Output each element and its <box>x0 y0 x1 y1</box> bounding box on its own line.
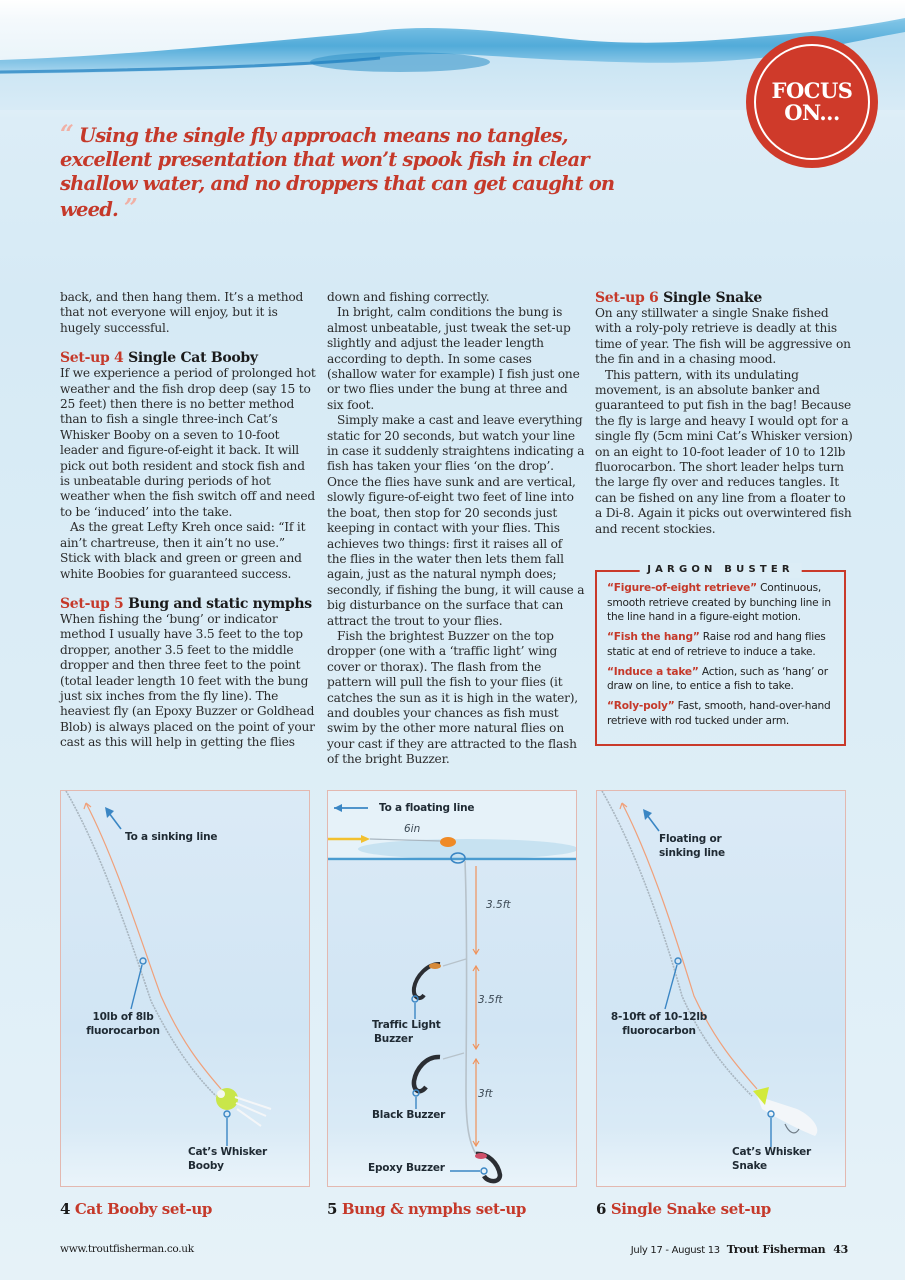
leader-label <box>609 1011 709 1038</box>
jargon-buster-box <box>595 564 846 746</box>
footer-folio <box>631 1243 848 1256</box>
diagram-cat-booby <box>60 790 310 1187</box>
setup-5-label: Set-up 5 <box>60 595 124 612</box>
paragraph: back, and then hang them. It’s a method that not everyone will enjoy, but it is hugely successful. <box>60 290 304 335</box>
setup-6-heading <box>595 290 853 306</box>
setup-6-title: Single Snake <box>663 290 762 306</box>
paragraph: This pattern, with its undulating movement, is an absolute banker and guaranteed to put fish in the bag! Because the fly is large and heavy I would opt for a single fly (5cm mini Cat’s Whisker version) on an eight to 10-foot leader of 10 to 12lb fluorocarbon. The short leader helps turn the large fly over and reduces tangles. It can be fished on any line from a floater to a Di-8. Again it picks out overwintered fish and recent stockies. <box>595 367 853 536</box>
setup-4-label: Set-up 4 <box>60 350 124 367</box>
jargon-definition: Continuous, smooth retrieve created by bunching line in the line hand in a figure-eight motion. <box>607 582 831 624</box>
jargon-definition: Action, such as ‘hang’ or draw on line, to entice a fish to take. <box>607 665 828 693</box>
jargon-entry <box>607 665 834 694</box>
bung-distance-label: 6in <box>404 823 421 835</box>
jargon-entry <box>607 581 834 625</box>
segment-3-length: 3ft <box>478 1088 493 1100</box>
line-label-line-1: Floating or <box>659 833 722 845</box>
badge-line-2: ON... <box>784 100 840 125</box>
black-buzzer-label: Black Buzzer <box>372 1109 446 1121</box>
paragraph: In bright, calm conditions the bung is almost unbeatable, just tweak the set-up slightly and adjust the leader length according to depth. In some cases (shallow water for example) I fish just one or two flies under the bung at three and six foot. <box>327 305 580 412</box>
close-quote-mark: ” <box>124 193 138 222</box>
caption-text: Single Snake set-up <box>610 1200 771 1218</box>
badge-line-1: FOCUS <box>771 78 853 103</box>
article-column-2 <box>327 290 585 768</box>
paragraph: down and fishing correctly. <box>327 290 490 304</box>
fly-label-line-2: Booby <box>188 1159 224 1172</box>
caption-single-snake <box>596 1200 771 1218</box>
article-column-1 <box>60 290 318 751</box>
focus-on-badge <box>749 39 875 165</box>
pull-quote <box>60 119 630 222</box>
jargon-term: “Fish the hang” <box>607 631 700 644</box>
leader-label-line-1: 8-10ft of 10-12lb <box>610 1011 708 1023</box>
caption-bung-nymphs <box>327 1200 526 1218</box>
footer-website-url: www.troutfisherman.co.uk <box>60 1243 194 1255</box>
caption-text: Cat Booby set-up <box>74 1200 212 1218</box>
article-column-3 <box>595 290 853 537</box>
caption-number: 4 <box>60 1200 71 1218</box>
fly1-label-line-1: Traffic Light <box>372 1019 441 1031</box>
leader-label-line-2: fluorocarbon <box>622 1024 696 1037</box>
fly-label-line-2: Snake <box>732 1159 767 1172</box>
caption-number: 6 <box>596 1200 607 1218</box>
magazine-name: Trout Fisherman <box>726 1243 826 1256</box>
setup-5-heading <box>60 596 318 612</box>
page-number: 43 <box>833 1243 848 1256</box>
caption-text: Bung & nymphs set-up <box>341 1200 526 1218</box>
segment-2-length: 3.5ft <box>478 994 503 1006</box>
leader-label <box>83 1011 163 1038</box>
jargon-buster-title: JARGON BUSTER <box>639 563 802 578</box>
jargon-definition: Fast, smooth, hand-over-hand retrieve with rod tucked under arm. <box>607 699 831 727</box>
paragraph: Simply make a cast and leave everything static for 20 seconds, but watch your line in case it suddenly straightens indicating a fish has taken your flies ‘on the drop’. Once the flies have sunk and are vertical, slowly figure-of-eight two feet of line into the boat, then stop for 20 seconds just keeping in contact with your flies. This achieves two things: first it raises all of the flies in the water then lets them fall again, just as the natural nymph does; secondly, if fishing the bung, it will cause a big disturbance on the surface that can attract the trout to your flies. <box>327 413 585 628</box>
line-type-label <box>659 833 725 860</box>
diagram-bung-nymphs <box>327 790 577 1187</box>
line-label-line-2: sinking line <box>659 846 725 859</box>
jargon-term: “Induce a take” <box>607 665 699 678</box>
jargon-definition: Raise rod and hang flies static at end of retrieve to induce a take. <box>607 631 826 658</box>
leader-label-line-2: fluorocarbon <box>86 1024 160 1037</box>
paragraph: When fishing the ‘bung’ or indicator method I usually have 3.5 feet to the top dropper, another 3.5 feet to the middle dropper and then three feet to the point (total leader length 10 feet with the bung just six inches from the fly line). The heaviest fly (an Epoxy Buzzer or Goldhead Blob) is always placed on the point of your cast as this will help in getting the flies <box>60 611 315 750</box>
diagram-single-snake <box>596 790 846 1187</box>
cat-booby-rig-illustration <box>61 791 310 1187</box>
paragraph: Fish the brightest Buzzer on the top dropper (one with a ‘traffic light’ wing cover or thorax). The flash from the pattern will pull the fish to your flies (it catches the sun as it is high in the water), and doubles your chances as fish must swim by the other more natural flies on your cast if they are attracted to the flash of the bright Buzzer. <box>327 628 578 767</box>
open-quote-mark: “ <box>60 119 74 148</box>
to-sinking-line-label: To a sinking line <box>125 831 218 843</box>
jargon-entry <box>607 699 834 728</box>
traffic-light-buzzer-label <box>372 1019 441 1046</box>
epoxy-buzzer-label: Epoxy Buzzer <box>368 1162 445 1174</box>
jargon-term: “Figure-of-eight retrieve” <box>607 582 757 594</box>
setup-5-title: Bung and static nymphs <box>128 595 312 612</box>
to-floating-line-label: To a floating line <box>379 802 475 814</box>
paragraph: As the great Lefty Kreh once said: “If it ain’t chartreuse, then it ain’t no use.” Stick with black and green or green and white Boobies for guaranteed success. <box>60 520 306 581</box>
fly-label <box>732 1146 811 1173</box>
fly-label <box>188 1146 267 1173</box>
fly-label-line-1: Cat’s Whisker <box>188 1146 268 1158</box>
leader-label-line-1: 10lb of 8lb <box>92 1011 154 1023</box>
caption-cat-booby <box>60 1200 212 1218</box>
jargon-term: “Roly-poly” <box>607 699 675 712</box>
fly-label-line-1: Cat’s Whisker <box>732 1146 812 1158</box>
pull-quote-text: Using the single fly approach means no tangles, excellent presentation that won’t spook fish in clear shallow water, and no droppers that can get caught on weed. <box>60 124 615 221</box>
paragraph: If we experience a period of prolonged hot weather and the fish drop deep (say 15 to 25 feet) then there is no better method than to fish a single three-inch Cat’s Whisker Booby on a seven to 10-foot leader and figure-of-eight it back. It will pick out both resident and stock fish and is unbeatable during periods of hot weather when the fish switch off and need to be ‘induced’ into the take. <box>60 366 316 519</box>
paragraph: On any stillwater a single Snake fished with a roly-poly retrieve is deadly at this time of year. The fish will be aggressive on the fin and in a chasing mood. <box>595 306 851 367</box>
caption-number: 5 <box>327 1200 338 1218</box>
setup-6-label: Set-up 6 <box>595 290 659 306</box>
bung-nymphs-rig-illustration <box>328 791 577 1187</box>
setup-4-heading <box>60 350 318 366</box>
segment-1-length: 3.5ft <box>486 899 511 911</box>
issue-dates: July 17 - August 13 <box>630 1245 720 1256</box>
jargon-entry <box>607 630 834 659</box>
fly1-label-line-2: Buzzer <box>374 1032 413 1045</box>
setup-4-title: Single Cat Booby <box>128 350 258 367</box>
